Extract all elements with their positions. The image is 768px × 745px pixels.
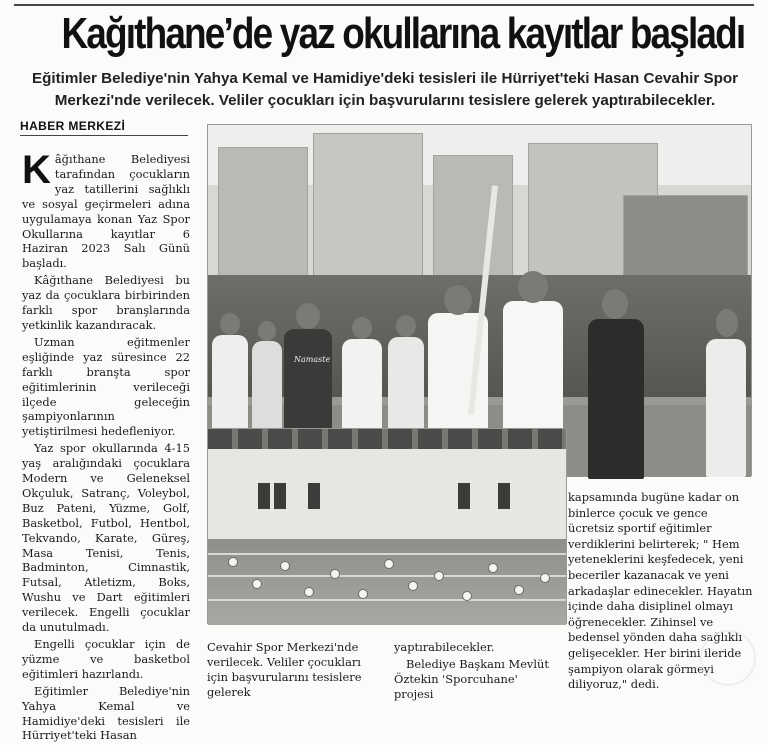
person bbox=[252, 341, 282, 431]
person bbox=[342, 339, 382, 437]
person-head bbox=[220, 313, 240, 335]
swimmer bbox=[408, 581, 418, 591]
paragraph-4: Yaz spor okullarında 4-15 yaş aralığındaki çocuklara Modern ve Geleneksel Okçuluk, Satranç, Voleybol, Buz Pateni, Yüzme, Golf, Basketbol, Futbol, Hentbol, Tekvando, Karate, Güreş, Masa Tenisi, Tenis, Badminton, Cimnastik, Futsal, Atletizm, Boks, Wushu ve Dart eğitimleri verilecek. Engelli çocuklar da unutulmadı. bbox=[22, 441, 190, 635]
paragraph-3: Uzman eğitmenler eşliğinde yaz süresince 22 farklı branşta spor eğitimlerinin verileceği ilçede geleceğin şampiyonlarının yetiştirilmesi hedefleniyor. bbox=[22, 334, 190, 439]
swimmer bbox=[514, 585, 524, 595]
subheadline: Eğitimler Belediye'nin Yahya Kemal ve Hamidiye'deki tesisleri ile Hürriyet'teki Hasan Cevahir Spor Merkezi'nde verilecek. Veliler çocukları için başvurularını tesislere gelerek yaptırabilecekler. bbox=[31, 70, 739, 109]
lane-line bbox=[208, 575, 566, 577]
watermark-seal bbox=[700, 630, 756, 686]
swimmer bbox=[488, 563, 498, 573]
person bbox=[212, 335, 248, 431]
swimmer bbox=[330, 569, 340, 579]
person-head bbox=[296, 303, 320, 329]
swimmer bbox=[252, 579, 262, 589]
person bbox=[284, 329, 332, 439]
person-head bbox=[716, 309, 738, 337]
paragraph-6: Eğitimler Belediye'nin Yahya Kemal ve Hamidiye'deki tesisleri ile Hürriyet'teki Hasan bbox=[22, 683, 190, 743]
paragraph-10: kapsamında bugüne kadar on binlerce çocuk ve gence ücretsiz sportif eğitimler verdiklerini belirterek; " Hem yeteneklerini keşfedecek, yeni beceriler kazanacak ve yeni arkadaşlar edinecekler. Hayatın içinde daha disiplinel olmayı öğrenecekler. Zihinsel ve bedensel yönden daha sağlıklı gelişecekler. Her birini ileride şampiyon olarak görmeyi diliyoruz," dedi. bbox=[568, 490, 753, 692]
swimmer bbox=[280, 561, 290, 571]
archery-photo bbox=[207, 124, 752, 476]
headline: Kağıthane’de yaz okullarına kayıtlar başladı bbox=[61, 9, 745, 58]
paragraph-9: Belediye Başkanı Mevlüt Öztekin 'Sporcuhane' projesi bbox=[394, 656, 549, 701]
person-head bbox=[444, 285, 472, 315]
person bbox=[588, 319, 644, 479]
drop-cap: K bbox=[22, 148, 51, 192]
paragraph-2: Kâğıthane Belediyesi bu yaz da çocuklara birbirinden farklı spor branşlarında yetkinlik kazandıracak. bbox=[22, 273, 190, 332]
person bbox=[388, 337, 424, 437]
door bbox=[274, 483, 286, 509]
door bbox=[458, 483, 470, 509]
door bbox=[498, 483, 510, 509]
person-head bbox=[602, 289, 628, 319]
swimming-pool-photo bbox=[207, 428, 567, 624]
swimmer bbox=[462, 591, 472, 601]
body-column-2 bbox=[207, 640, 367, 702]
pool-ceiling bbox=[208, 429, 566, 449]
person-head bbox=[352, 317, 372, 339]
swimmer bbox=[434, 571, 444, 581]
lane-line bbox=[208, 599, 566, 601]
swimmer bbox=[358, 589, 368, 599]
swimmer bbox=[384, 559, 394, 569]
person-head bbox=[258, 321, 276, 341]
person-head bbox=[396, 315, 416, 337]
jersey-text: Namaste bbox=[294, 355, 331, 364]
byline: HABER MERKEZİ bbox=[20, 119, 188, 136]
swimmer bbox=[540, 573, 550, 583]
top-rule bbox=[14, 4, 754, 6]
door bbox=[258, 483, 270, 509]
paragraph-8: yaptırabilecekler. bbox=[394, 640, 495, 654]
door bbox=[308, 483, 320, 509]
paragraph-7: Cevahir Spor Merkezi'nde verilecek. Veliler çocukları için başvurularını tesislere gelerek bbox=[207, 640, 362, 699]
person bbox=[706, 339, 746, 477]
building bbox=[313, 133, 423, 293]
paragraph-1 bbox=[22, 148, 190, 271]
person-head bbox=[518, 271, 548, 303]
lane-line bbox=[208, 553, 566, 555]
body-column-1 bbox=[22, 148, 190, 745]
paragraph-5: Engelli çocuklar için de yüzme ve basketbol eğitimleri hazırlandı. bbox=[22, 637, 190, 681]
swimmer bbox=[228, 557, 238, 567]
swimmer bbox=[304, 587, 314, 597]
paragraph-1-text: âğıthane Belediyesi tarafından çocukların yaz tatillerini sağlıklı ve sosyal geçirmeleri adına uygulamaya konan Yaz Spor Okullarına kayıtlar 6 Haziran 2023 Salı Günü başladı. bbox=[22, 152, 190, 271]
body-column-3 bbox=[394, 640, 556, 704]
building bbox=[433, 155, 513, 285]
